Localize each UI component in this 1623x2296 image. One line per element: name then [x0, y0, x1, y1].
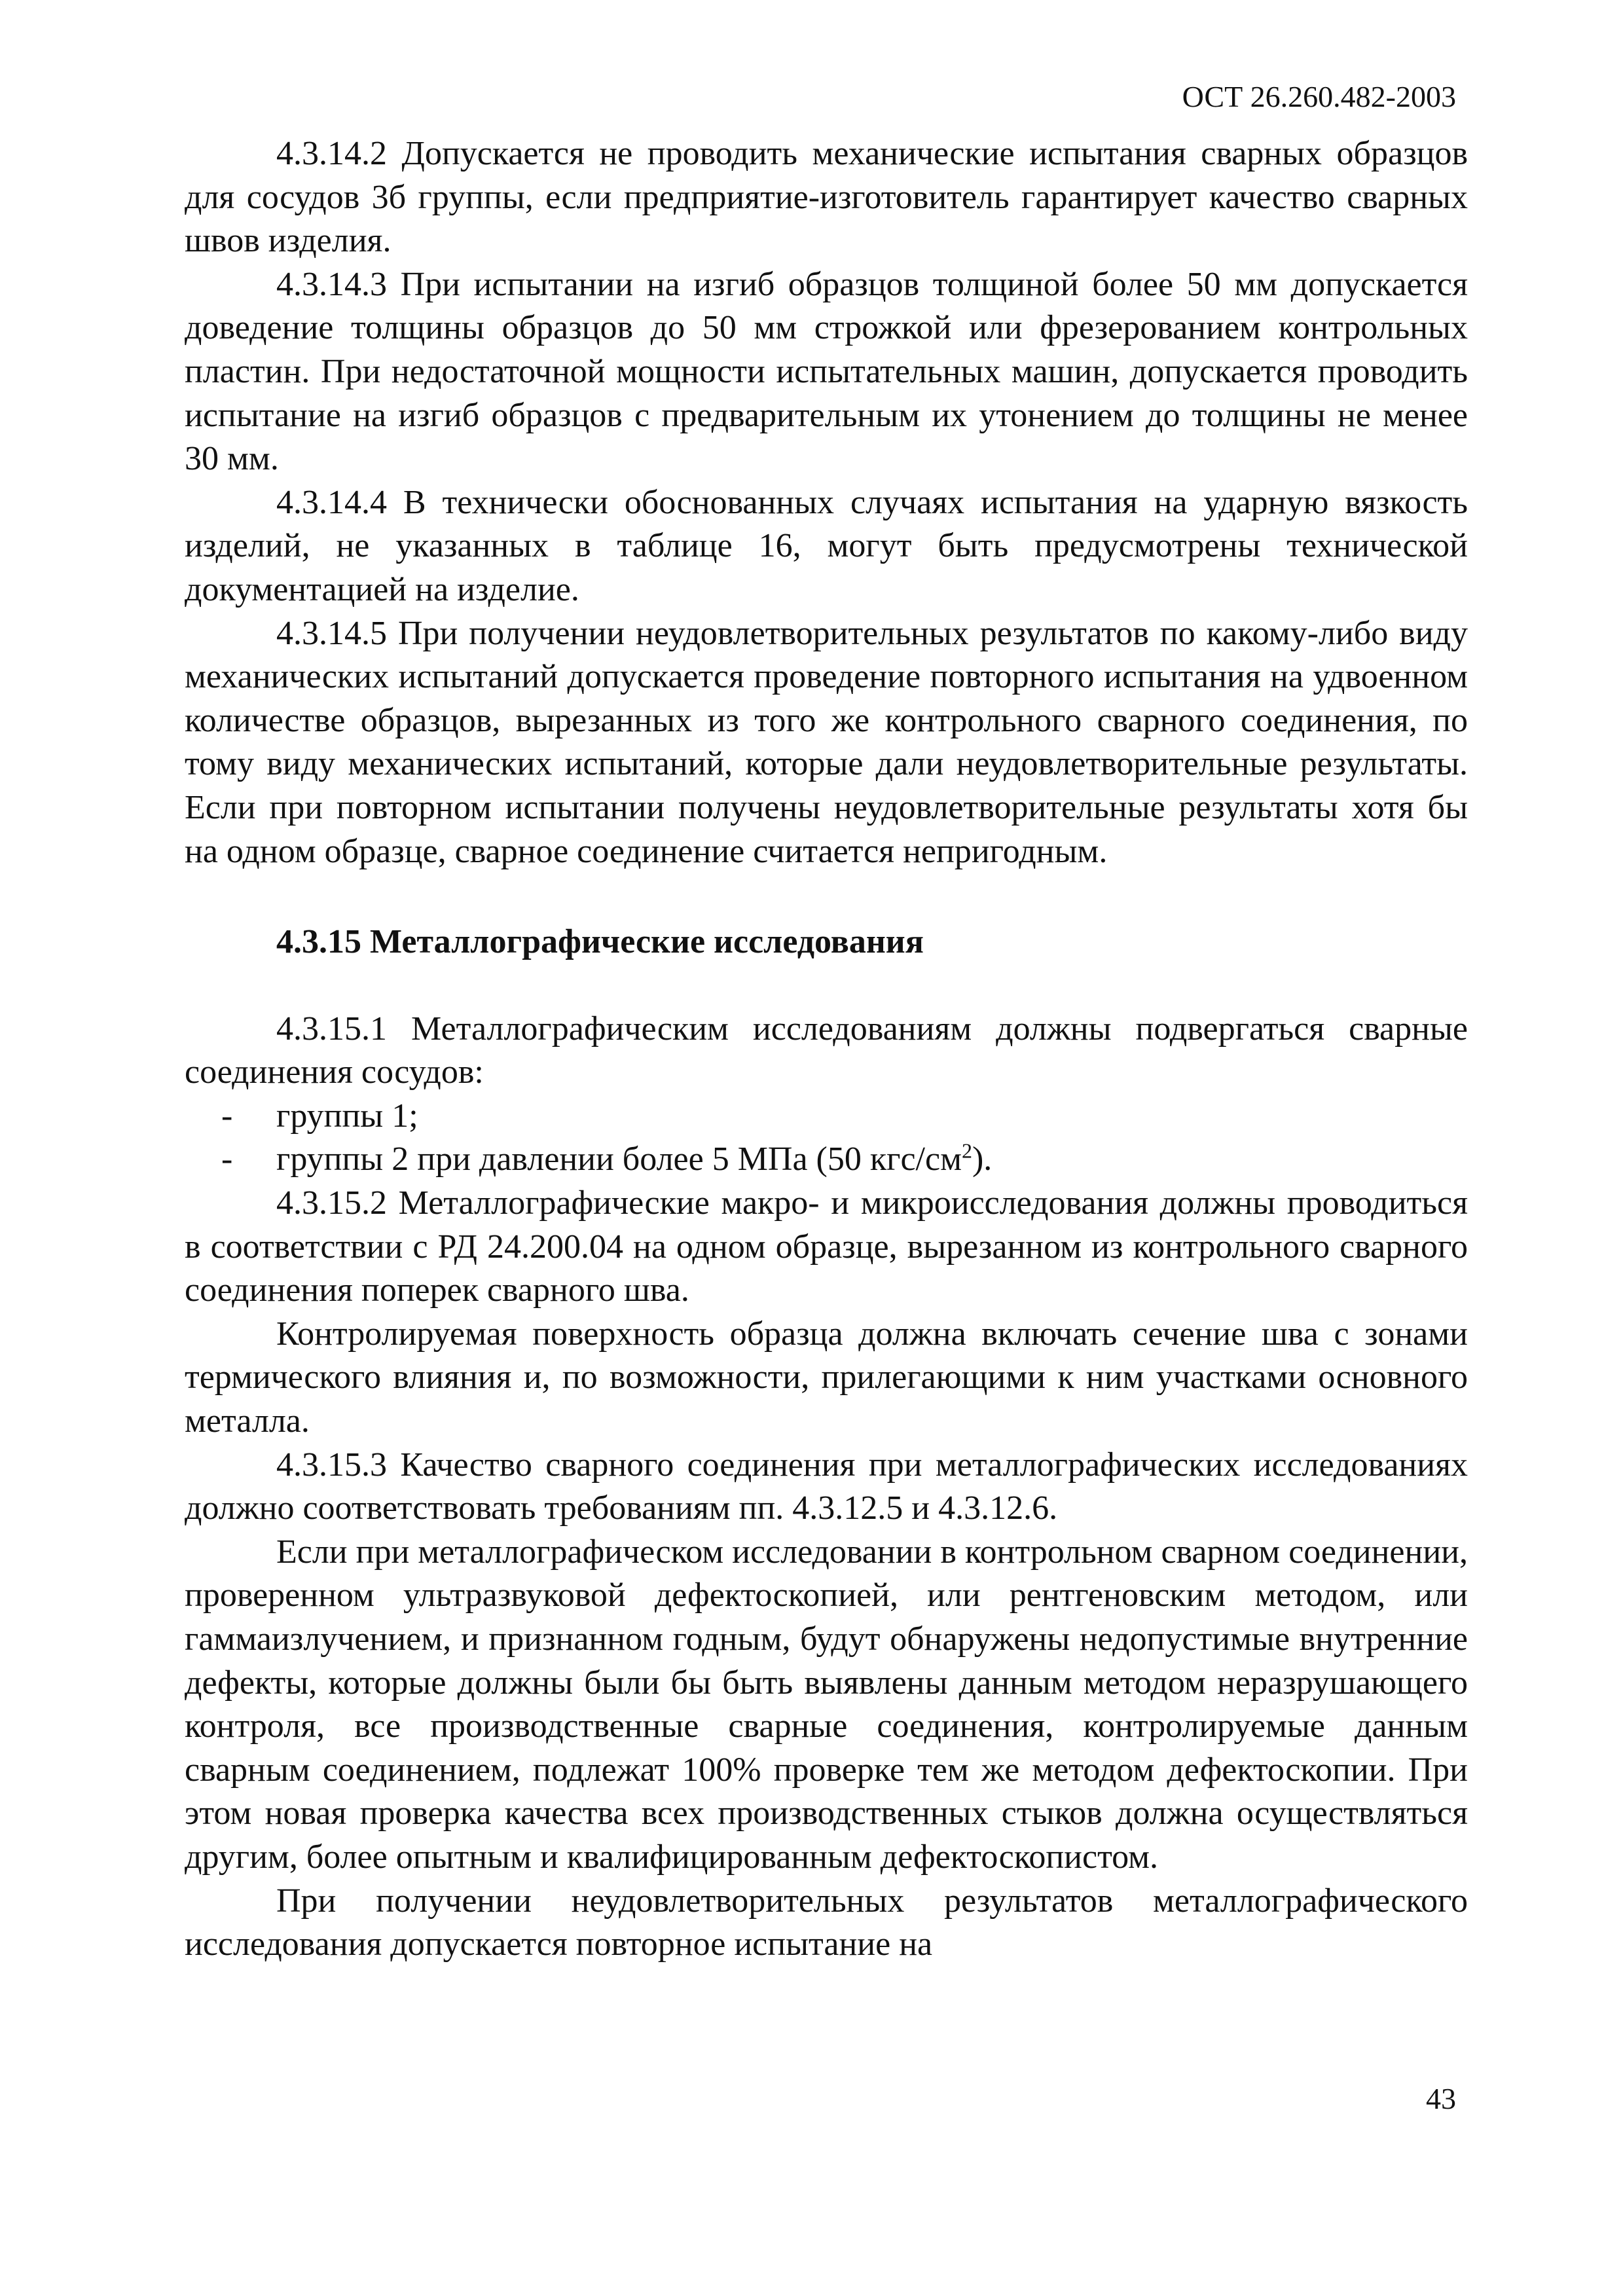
paragraph-4-3-14-2: 4.3.14.2 Допускается не проводить механические испытания сварных образцов для сосудов 3б группы, если предприятие-изготовитель гарантирует качество сварных швов изделия.: [185, 135, 1468, 260]
paragraph-4-3-15-2: 4.3.15.2 Металлографические макро- и микроисследования должны проводиться в соответствии с РД 24.200.04 на одном образце, вырезанном из контрольного сварного соединения поперек сварного шва.: [185, 1184, 1468, 1309]
list-item-text: группы 1;: [276, 1097, 418, 1135]
paragraph-defect-recheck: Если при металлографическом исследовании в контрольном сварном соединении, проверенном ультразвуковой дефектоскопией, или рентгеновским методом, или гаммаизлучением, и признанном годным, будут обнаружены недопустимые внутренние дефекты, которые должны были бы быть выявлены данным методом неразрушающего контроля, все производственные сварные соединения, контролируемые данным сварным соединением, подлежат 100% проверке тем же методом дефектоскопии. При этом новая проверка качества всех производственных стыков должна осуществляться другим, более опытным и квалифицированным дефектоскопистом.: [185, 1533, 1468, 1876]
list-item-text: группы 2 при давлении более 5 МПа (50 кгс/см: [276, 1140, 962, 1178]
paragraph-4-3-14-3: 4.3.14.3 При испытании на изгиб образцов толщиной более 50 мм допускается доведение толщины образцов до 50 мм строжкой или фрезерованием контрольных пластин. При недостаточной мощности испытательных машин, допускается проводить испытание на изгиб образцов с предварительным их утонением до толщины не менее 30 мм.: [185, 265, 1468, 478]
body-text: [185, 132, 1468, 1967]
superscript-2: 2: [961, 1139, 972, 1163]
list-item-group-1: [185, 1095, 1468, 1139]
list-dash: -: [221, 1140, 233, 1178]
list-dash: -: [221, 1097, 233, 1135]
list-item-end: ).: [972, 1140, 993, 1178]
document-code: ОСТ 26.260.482-2003: [1182, 80, 1456, 113]
paragraph-4-3-14-5: 4.3.14.5 При получении неудовлетворительных результатов по какому-либо виду механических испытаний допускается проведение повторного испытания на удвоенном количестве образцов, вырезанных из того же контрольного сварного соединения, по тому виду механических испытаний, которые дали неудовлетворительные результаты. Если при повторном испытании получены неудовлетворительные результаты хотя бы на одном образце, сварное соединение считается непригодным.: [185, 614, 1468, 870]
paragraph-4-3-15-2-continued: Контролируемая поверхность образца должна включать сечение шва с зонами термического влияния и, по возможности, прилегающими к ним участками основного металла.: [185, 1315, 1468, 1440]
paragraph-4-3-15-1: 4.3.15.1 Металлографическим исследованиям должны подвергаться сварные соединения сосудов:: [185, 1010, 1468, 1091]
paragraph-4-3-14-4: 4.3.14.4 В технически обоснованных случаях испытания на ударную вязкость изделий, не указанных в таблице 16, могут быть предусмотрены технической документацией на изделие.: [185, 483, 1468, 608]
list-item-group-2: [185, 1138, 1468, 1182]
section-heading-4-3-15: 4.3.15 Металлографические исследования: [276, 923, 924, 961]
paragraph-repeat-test: При получении неудовлетворительных результатов металлографического исследования допускается повторное испытание на: [185, 1882, 1468, 1963]
paragraph-4-3-15-3: 4.3.15.3 Качество сварного соединения при металлографических исследованиях должно соответствовать требованиям пп. 4.3.12.5 и 4.3.12.6.: [185, 1446, 1468, 1527]
page-number: 43: [1426, 2082, 1456, 2115]
